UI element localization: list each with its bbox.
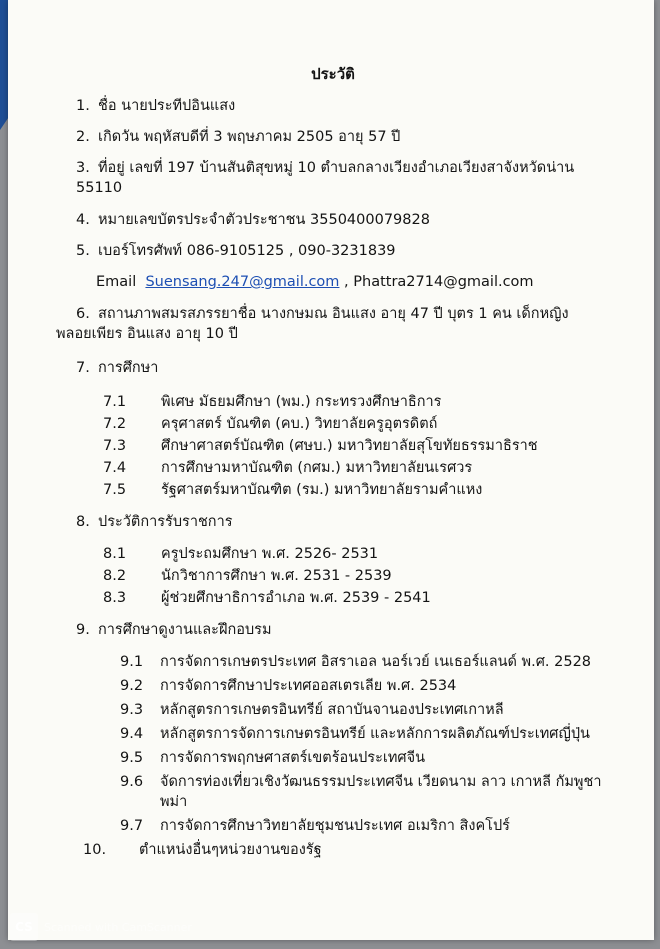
list-item-text: การจัดการเกษตรประเทศ อิสราเอล นอร์เวย์ เนเธอร์แลนด์ พ.ศ. 2528 <box>160 654 592 670</box>
item-2 <box>38 127 628 147</box>
list-item-text: ครุศาสตร์ บัณฑิต (คบ.) วิทยาลัยครูอุตรดิตถ์ <box>161 416 438 432</box>
document-title: ประวัติ <box>311 65 355 83</box>
list-item <box>38 544 628 564</box>
list-item-number: 9.1 <box>120 654 144 670</box>
list-item <box>38 588 628 608</box>
item-name: ชื่อ นายประทีปอินแสง <box>98 98 236 114</box>
email-link-primary[interactable]: Suensang.247@gmail.com <box>145 274 340 290</box>
item-number: 4. <box>76 212 90 228</box>
list-item <box>38 480 628 500</box>
item-6 <box>38 304 628 324</box>
list-item <box>38 676 628 696</box>
item-7 <box>38 358 628 378</box>
item-number: 3. <box>76 160 90 176</box>
list-item-number: 9.4 <box>120 726 144 742</box>
item-number: 2. <box>76 129 90 145</box>
scanner-watermark <box>10 913 192 941</box>
item-number: 7. <box>76 360 90 376</box>
item-4 <box>38 210 628 230</box>
list-item-number: 8.2 <box>103 568 127 584</box>
list-item <box>38 458 628 478</box>
section-heading-education: การศึกษา <box>98 360 159 376</box>
section-heading-training: การศึกษาดูงานและฝึกอบรม <box>98 622 272 638</box>
list-item-text: รัฐศาสตร์มหาบัณฑิต (รม.) มหาวิทยาลัยรามคำแหง <box>161 482 483 498</box>
list-item <box>38 436 628 456</box>
item-phone: เบอร์โทรศัพท์ 086-9105125 , 090-3231839 <box>98 243 396 259</box>
list-item <box>38 392 628 412</box>
item-6-continued: พลอยเพียร อินแสง อายุ 10 ปี <box>56 326 238 342</box>
email-separator: , <box>339 274 354 290</box>
list-item <box>38 772 628 812</box>
list-item-text: การศึกษามหาบัณฑิต (กศม.) มหาวิทยาลัยนเรศวร <box>161 460 473 476</box>
list-item <box>38 748 628 768</box>
item-number: 5. <box>76 243 90 259</box>
list-item-number: 7.2 <box>103 416 127 432</box>
list-item-number: 7.3 <box>103 438 127 454</box>
list-item-text: การจัดการพฤกษศาสตร์เขตร้อนประเทศจีน <box>160 750 426 766</box>
item-number: 8. <box>76 514 90 530</box>
list-item <box>38 566 628 586</box>
list-item <box>38 724 628 744</box>
item-birthdate: เกิดวัน พฤหัสบดีที่ 3 พฤษภาคม 2505 อายุ 57 ปี <box>98 129 401 145</box>
document-body <box>38 64 628 862</box>
list-item-text: พิเศษ มัธยมศึกษา (พม.) กระทรวงศึกษาธิการ <box>161 394 442 410</box>
item-3-zipcode: 55110 <box>76 180 123 196</box>
list-item <box>38 816 628 836</box>
item-number: 10. <box>83 842 107 858</box>
item-8 <box>38 512 628 532</box>
watermark-text: Scanned with CamScanner <box>44 920 192 934</box>
item-5 <box>38 241 628 261</box>
list-item-number: 7.5 <box>103 482 127 498</box>
email-secondary: Phattra2714@gmail.com <box>353 274 534 290</box>
email-row <box>38 272 628 292</box>
item-number: 9. <box>76 622 90 638</box>
list-item-text: ครูประถมศึกษา พ.ศ. 2526- 2531 <box>161 546 379 562</box>
item-1 <box>38 96 628 116</box>
list-item-text: นักวิชาการศึกษา พ.ศ. 2531 - 2539 <box>161 568 392 584</box>
item-number: 6. <box>76 306 90 322</box>
list-item-text: หลักสูตรการจัดการเกษตรอินทรีย์ และหลักการผลิตภัณฑ์ประเทศญี่ปุ่น <box>160 726 590 742</box>
list-item-text: ศึกษาศาสตร์บัณฑิต (ศษบ.) มหาวิทยาลัยสุโขทัยธรรมาธิราช <box>161 438 538 454</box>
list-item-text: การจัดการศึกษาประเทศออสเตรเลีย พ.ศ. 2534 <box>160 678 457 694</box>
list-item-text: จัดการท่องเที่ยวเชิงวัฒนธรรมประเทศจีน เวียดนาม ลาว เกาหลี กัมพูชา พม่า <box>160 774 602 810</box>
item-address: ที่อยู่ เลขที่ 197 บ้านสันติสุขหมู่ 10 ตำบลกลางเวียงอำเภอเวียงสาจังหวัดน่าน <box>98 160 575 176</box>
item-3 <box>38 158 628 178</box>
item-10 <box>38 840 628 860</box>
list-item-number: 8.3 <box>103 590 127 606</box>
list-item <box>38 414 628 434</box>
camscanner-logo-icon: CS <box>10 913 38 941</box>
list-item-text: ผู้ช่วยศึกษาธิการอำเภอ พ.ศ. 2539 - 2541 <box>161 590 431 606</box>
list-item-number: 7.1 <box>103 394 127 410</box>
list-item-text: การจัดการศึกษาวิทยาลัยชุมชนประเทศ อเมริกา สิงคโปร์ <box>160 818 510 834</box>
list-item-number: 8.1 <box>103 546 127 562</box>
career-list <box>38 544 628 608</box>
list-item-number: 9.7 <box>120 818 144 834</box>
item-number: 1. <box>76 98 90 114</box>
list-item-number: 9.6 <box>120 774 144 790</box>
list-item <box>38 652 628 672</box>
section-heading-career: ประวัติการรับราชการ <box>98 514 233 530</box>
item-marital-status: สถานภาพสมรสภรรยาชื่อ นางกษมณ อินแสง อายุ 47 ปี บุตร 1 คน เด็กหญิง <box>98 306 569 322</box>
list-item <box>38 700 628 720</box>
list-item-number: 9.2 <box>120 678 144 694</box>
education-list <box>38 392 628 500</box>
item-id-number: หมายเลขบัตรประจำตัวประชาชน 3550400079828 <box>98 212 430 228</box>
list-item-text: หลักสูตรการเกษตรอินทรีย์ สถาบันจานองประเทศเกาหลี <box>160 702 504 718</box>
item-9 <box>38 620 628 640</box>
list-item-number: 7.4 <box>103 460 127 476</box>
training-list <box>38 652 628 836</box>
item-other-positions: ตำแหน่งอื่นๆหน่วยงานของรัฐ <box>139 842 322 858</box>
email-label: Email <box>96 274 137 290</box>
list-item-number: 9.5 <box>120 750 144 766</box>
list-item-number: 9.3 <box>120 702 144 718</box>
document-page <box>8 0 654 940</box>
